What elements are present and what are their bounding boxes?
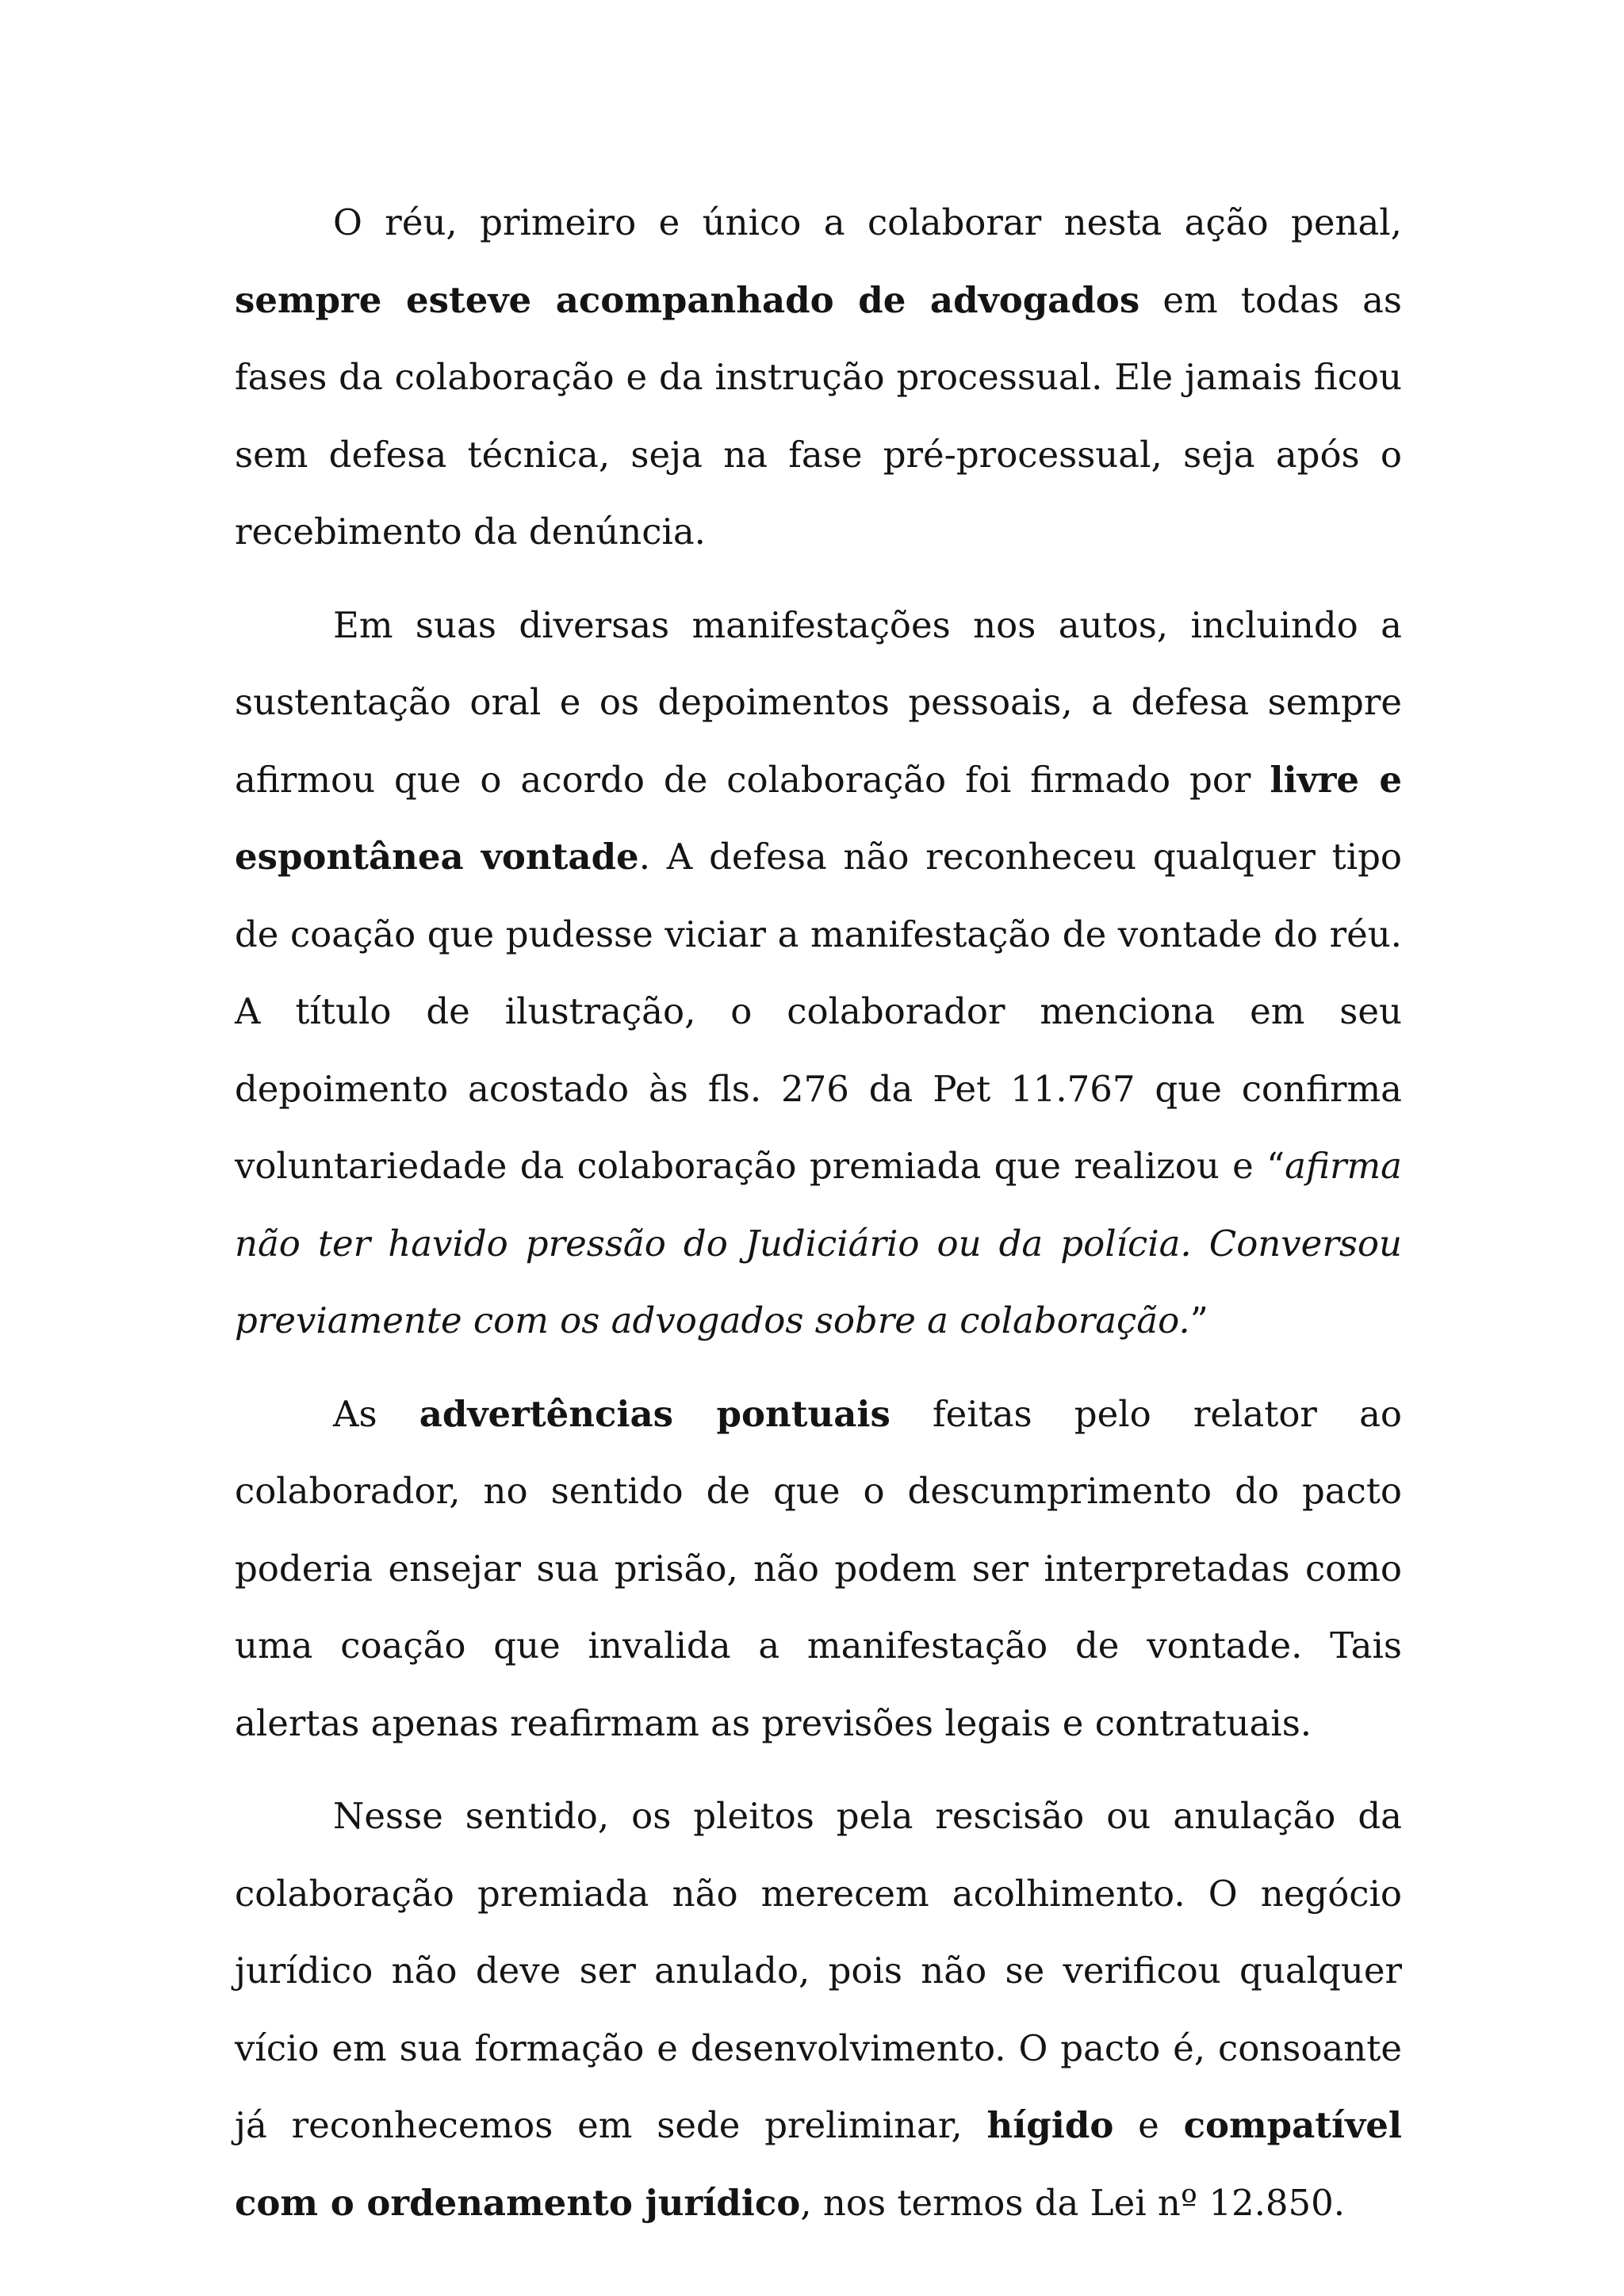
text-segment: e xyxy=(1113,2104,1184,2146)
bold-segment: hígido xyxy=(986,2104,1114,2146)
text-segment: . A defesa não reconheceu qualquer tipo de coação que pudesse viciar a manifestação de vontade do réu. A título de ilustração, o colaborador menciona em seu depoimento acostado às fls. 276 da Pet 11.767 que confirma voluntariedade da colaboração premiada que realizou e “ xyxy=(235,836,1402,1187)
paragraph-3 xyxy=(235,1376,1402,1762)
bold-segment: advertências pontuais xyxy=(419,1392,891,1435)
text-segment: Nesse sentido, os pleitos pela rescisão ou anulação da colaboração premiada não merecem acolhimento. O negócio jurídico não deve ser anulado, pois não se verificou qualquer vício em sua formação e desenvolvimento. O pacto é, consoante já reconhecemos em sede preliminar, xyxy=(235,1795,1402,2146)
bold-segment: compatível com o ordenamento jurídico xyxy=(235,2104,1402,2224)
text-segment: ” xyxy=(1189,1299,1208,1341)
text-segment: , nos termos da Lei nº 12.850. xyxy=(800,2181,1346,2224)
bold-segment: livre e espontânea vontade xyxy=(235,758,1402,878)
document-body xyxy=(235,184,1402,2241)
paragraph-1 xyxy=(235,184,1402,571)
text-segment: Em suas diversas manifestações nos autos, incluindo a sustentação oral e os depoimentos pessoais, a defesa sempre afirmou que o acordo de colaboração foi firmado por xyxy=(235,603,1402,801)
paragraph-2 xyxy=(235,587,1402,1360)
bold-segment: sempre esteve acompanhado de advogados xyxy=(235,278,1140,321)
text-segment: em todas as fases da colaboração e da instrução processual. Ele jamais ficou sem defesa técnica, seja na fase pré-processual, seja após o recebimento da denúncia. xyxy=(235,278,1403,553)
text-segment: feitas pelo relator ao colaborador, no sentido de que o descumprimento do pacto poderia ensejar sua prisão, não podem ser interpretadas como uma coação que invalida a manifestação de vontade. Tais alertas apenas reafirmam as previsões legais e contratuais. xyxy=(235,1392,1402,1744)
text-segment: O réu, primeiro e único a colaborar nesta ação penal, xyxy=(333,201,1402,243)
paragraph-4 xyxy=(235,1777,1402,2241)
text-segment: As xyxy=(333,1392,419,1435)
italic-quote-segment: afirma não ter havido pressão do Judiciário ou da polícia. Conversou previamente com os advogados sobre a colaboração. xyxy=(235,1145,1402,1341)
